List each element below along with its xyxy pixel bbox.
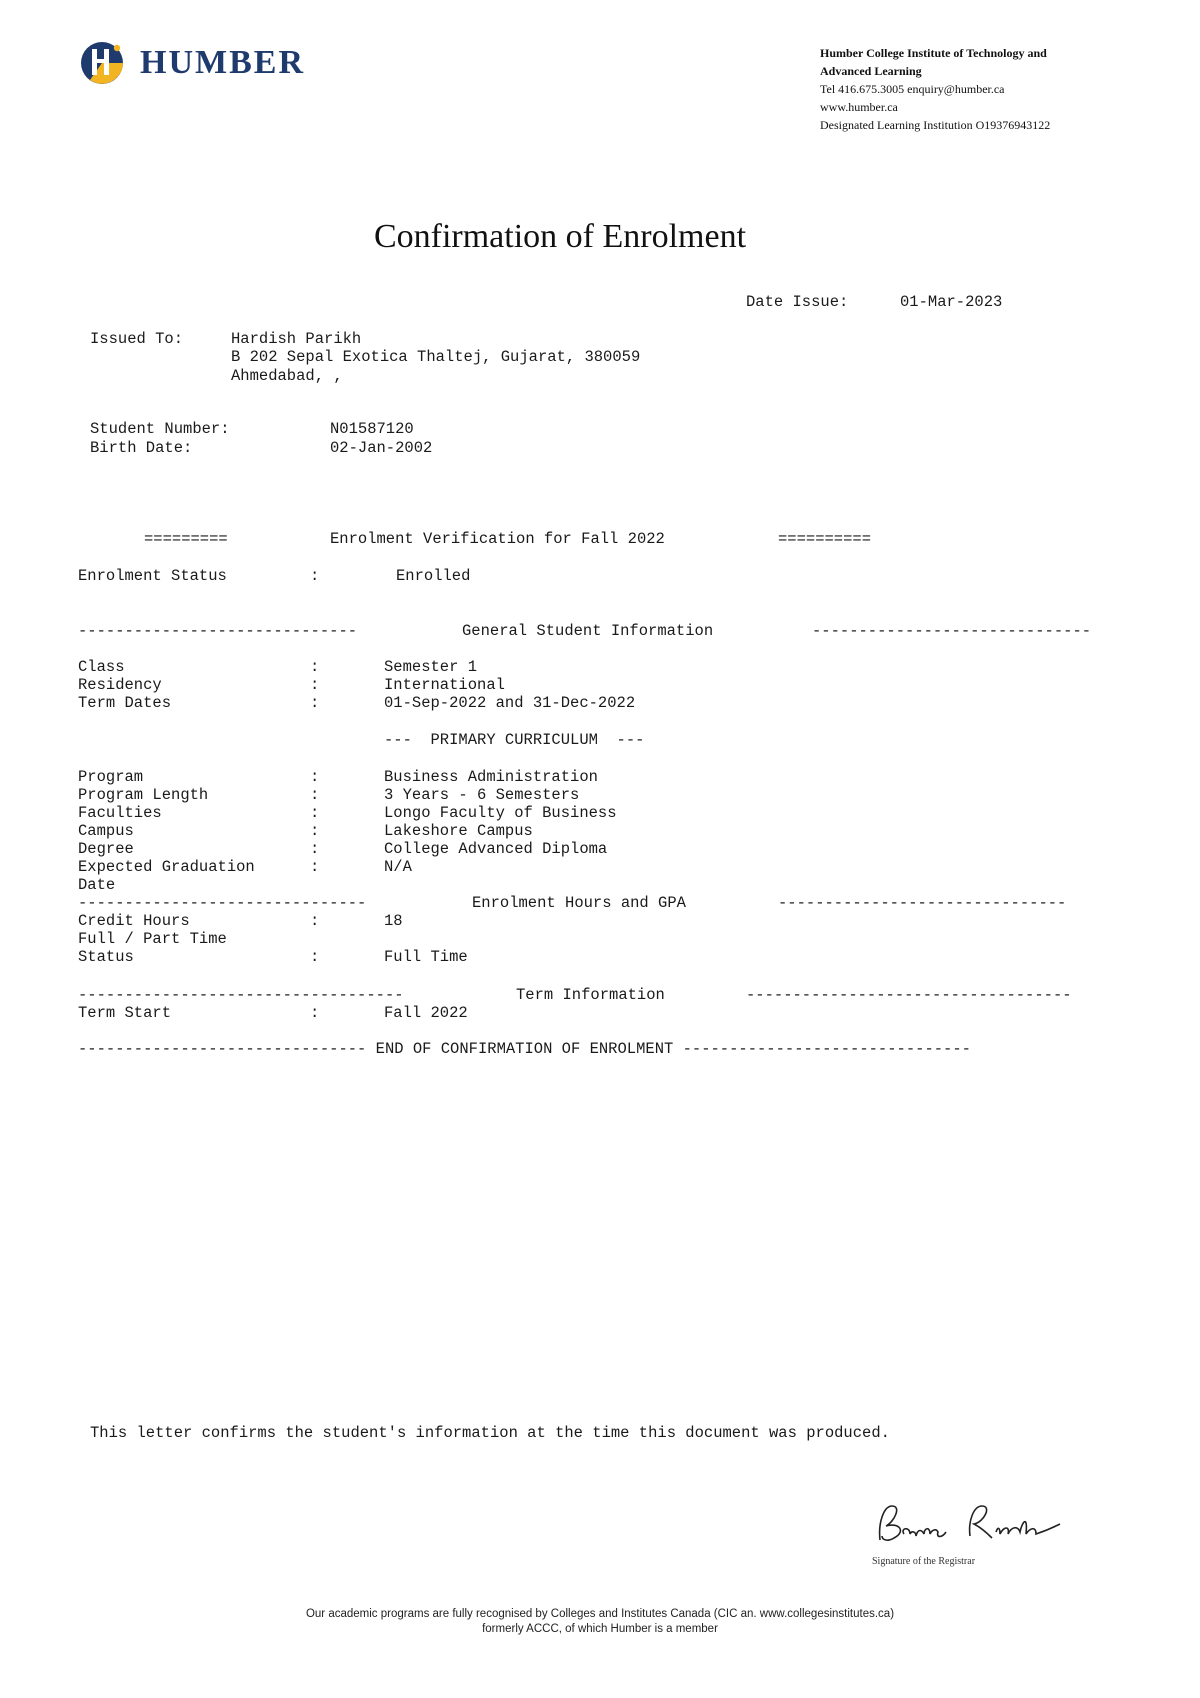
confirmation-note: This letter confirms the student's information at the time this document was produced. <box>90 1424 890 1442</box>
colon: : <box>310 1004 320 1022</box>
credit-hours-label: Credit Hours <box>78 912 190 930</box>
degree-value: College Advanced Diploma <box>384 840 608 858</box>
general-right-rule: ------------------------------ <box>812 622 1092 640</box>
hours-left-rule: ------------------------------- <box>78 894 367 912</box>
footer-line1: Our academic programs are fully recognised by Colleges and Institutes Canada (CIC an. www.collegesinstitutes.ca) <box>305 1608 895 1620</box>
colon: : <box>310 658 320 676</box>
program-value: Business Administration <box>384 768 598 786</box>
institution-name-line2: Advanced Learning <box>820 64 922 78</box>
birth-date-label: Birth Date: <box>90 439 193 457</box>
general-left-rule: ------------------------------ <box>78 622 358 640</box>
colon: : <box>310 912 320 930</box>
full-part-time-value: Full Time <box>384 948 468 966</box>
colon: : <box>310 768 320 786</box>
issued-to-address1: B 202 Sepal Exotica Thaltej, Gujarat, 380059 <box>231 348 641 366</box>
term-heading: Term Information <box>516 986 665 1004</box>
humber-logo <box>80 40 305 86</box>
hours-right-rule: ------------------------------- <box>778 894 1067 912</box>
credit-hours-value: 18 <box>384 912 403 930</box>
colon: : <box>310 567 320 585</box>
full-part-time-label-wrap: Status <box>78 948 134 966</box>
expected-graduation-value: N/A <box>384 858 412 876</box>
date-issue-label: Date Issue: <box>746 293 849 311</box>
footer-line2: formerly ACCC, of which Humber is a member <box>482 1623 718 1635</box>
residency-label: Residency <box>78 676 162 694</box>
colon: : <box>310 840 320 858</box>
colon: : <box>310 804 320 822</box>
degree-label: Degree <box>78 840 134 858</box>
colon: : <box>310 822 320 840</box>
document-title: Confirmation of Enrolment <box>373 218 747 255</box>
date-issue-value: 01-Mar-2023 <box>900 293 1003 311</box>
verification-heading: Enrolment Verification for Fall 2022 <box>330 530 665 548</box>
term-right-rule: ----------------------------------- <box>746 986 1072 1004</box>
term-start-label: Term Start <box>78 1004 172 1022</box>
student-number-value: N01587120 <box>330 420 414 438</box>
institution-info <box>820 44 1160 134</box>
faculties-label: Faculties <box>78 804 162 822</box>
general-heading: General Student Information <box>462 622 714 640</box>
colon: : <box>310 858 320 876</box>
campus-label: Campus <box>78 822 134 840</box>
expected-graduation-label: Expected Graduation <box>78 858 255 876</box>
end-of-confirmation-line: ------------------------------- END OF CONFIRMATION OF ENROLMENT ------------------------------- <box>78 1040 971 1058</box>
full-part-time-label: Full / Part Time <box>78 930 227 948</box>
issued-to-name: Hardish Parikh <box>231 330 362 348</box>
institution-name-line1: Humber College Institute of Technology and <box>820 46 1047 60</box>
issued-to-address2: Ahmedabad, , <box>231 367 343 385</box>
signature-caption: Signature of the Registrar <box>872 1556 976 1567</box>
faculties-value: Longo Faculty of Business <box>384 804 617 822</box>
class-label: Class <box>78 658 125 676</box>
expected-graduation-label-wrap: Date <box>78 876 116 894</box>
program-length-value: 3 Years - 6 Semesters <box>384 786 580 804</box>
verification-right-rule: ========== <box>778 530 872 548</box>
term-start-value: Fall 2022 <box>384 1004 468 1022</box>
primary-curriculum-heading: --- PRIMARY CURRICULUM --- <box>384 731 645 749</box>
institution-contact: Tel 416.675.3005 enquiry@humber.ca <box>820 82 1005 96</box>
colon: : <box>310 786 320 804</box>
signature-image <box>870 1492 1070 1562</box>
campus-value: Lakeshore Campus <box>384 822 533 840</box>
term-left-rule: ----------------------------------- <box>78 986 404 1004</box>
logo-wordmark: HUMBER <box>140 44 305 81</box>
colon: : <box>310 948 320 966</box>
term-dates-label: Term Dates <box>78 694 172 712</box>
birth-date-value: 02-Jan-2002 <box>330 439 433 457</box>
class-value: Semester 1 <box>384 658 478 676</box>
residency-value: International <box>384 676 505 694</box>
colon: : <box>310 676 320 694</box>
institution-website: www.humber.ca <box>820 100 898 114</box>
enrolment-status-label: Enrolment Status <box>78 567 227 585</box>
colon: : <box>310 694 320 712</box>
enrolment-status-value: Enrolled <box>396 567 471 585</box>
program-length-label: Program Length <box>78 786 209 804</box>
term-dates-value: 01-Sep-2022 and 31-Dec-2022 <box>384 694 636 712</box>
verification-left-rule: ========= <box>144 530 228 548</box>
institution-dli: Designated Learning Institution O19376943122 <box>820 118 1051 132</box>
humber-logo-icon <box>80 40 128 86</box>
student-number-label: Student Number: <box>90 420 230 438</box>
issued-to-label: Issued To: <box>90 330 184 348</box>
hours-heading: Enrolment Hours and GPA <box>472 894 686 912</box>
program-label: Program <box>78 768 144 786</box>
